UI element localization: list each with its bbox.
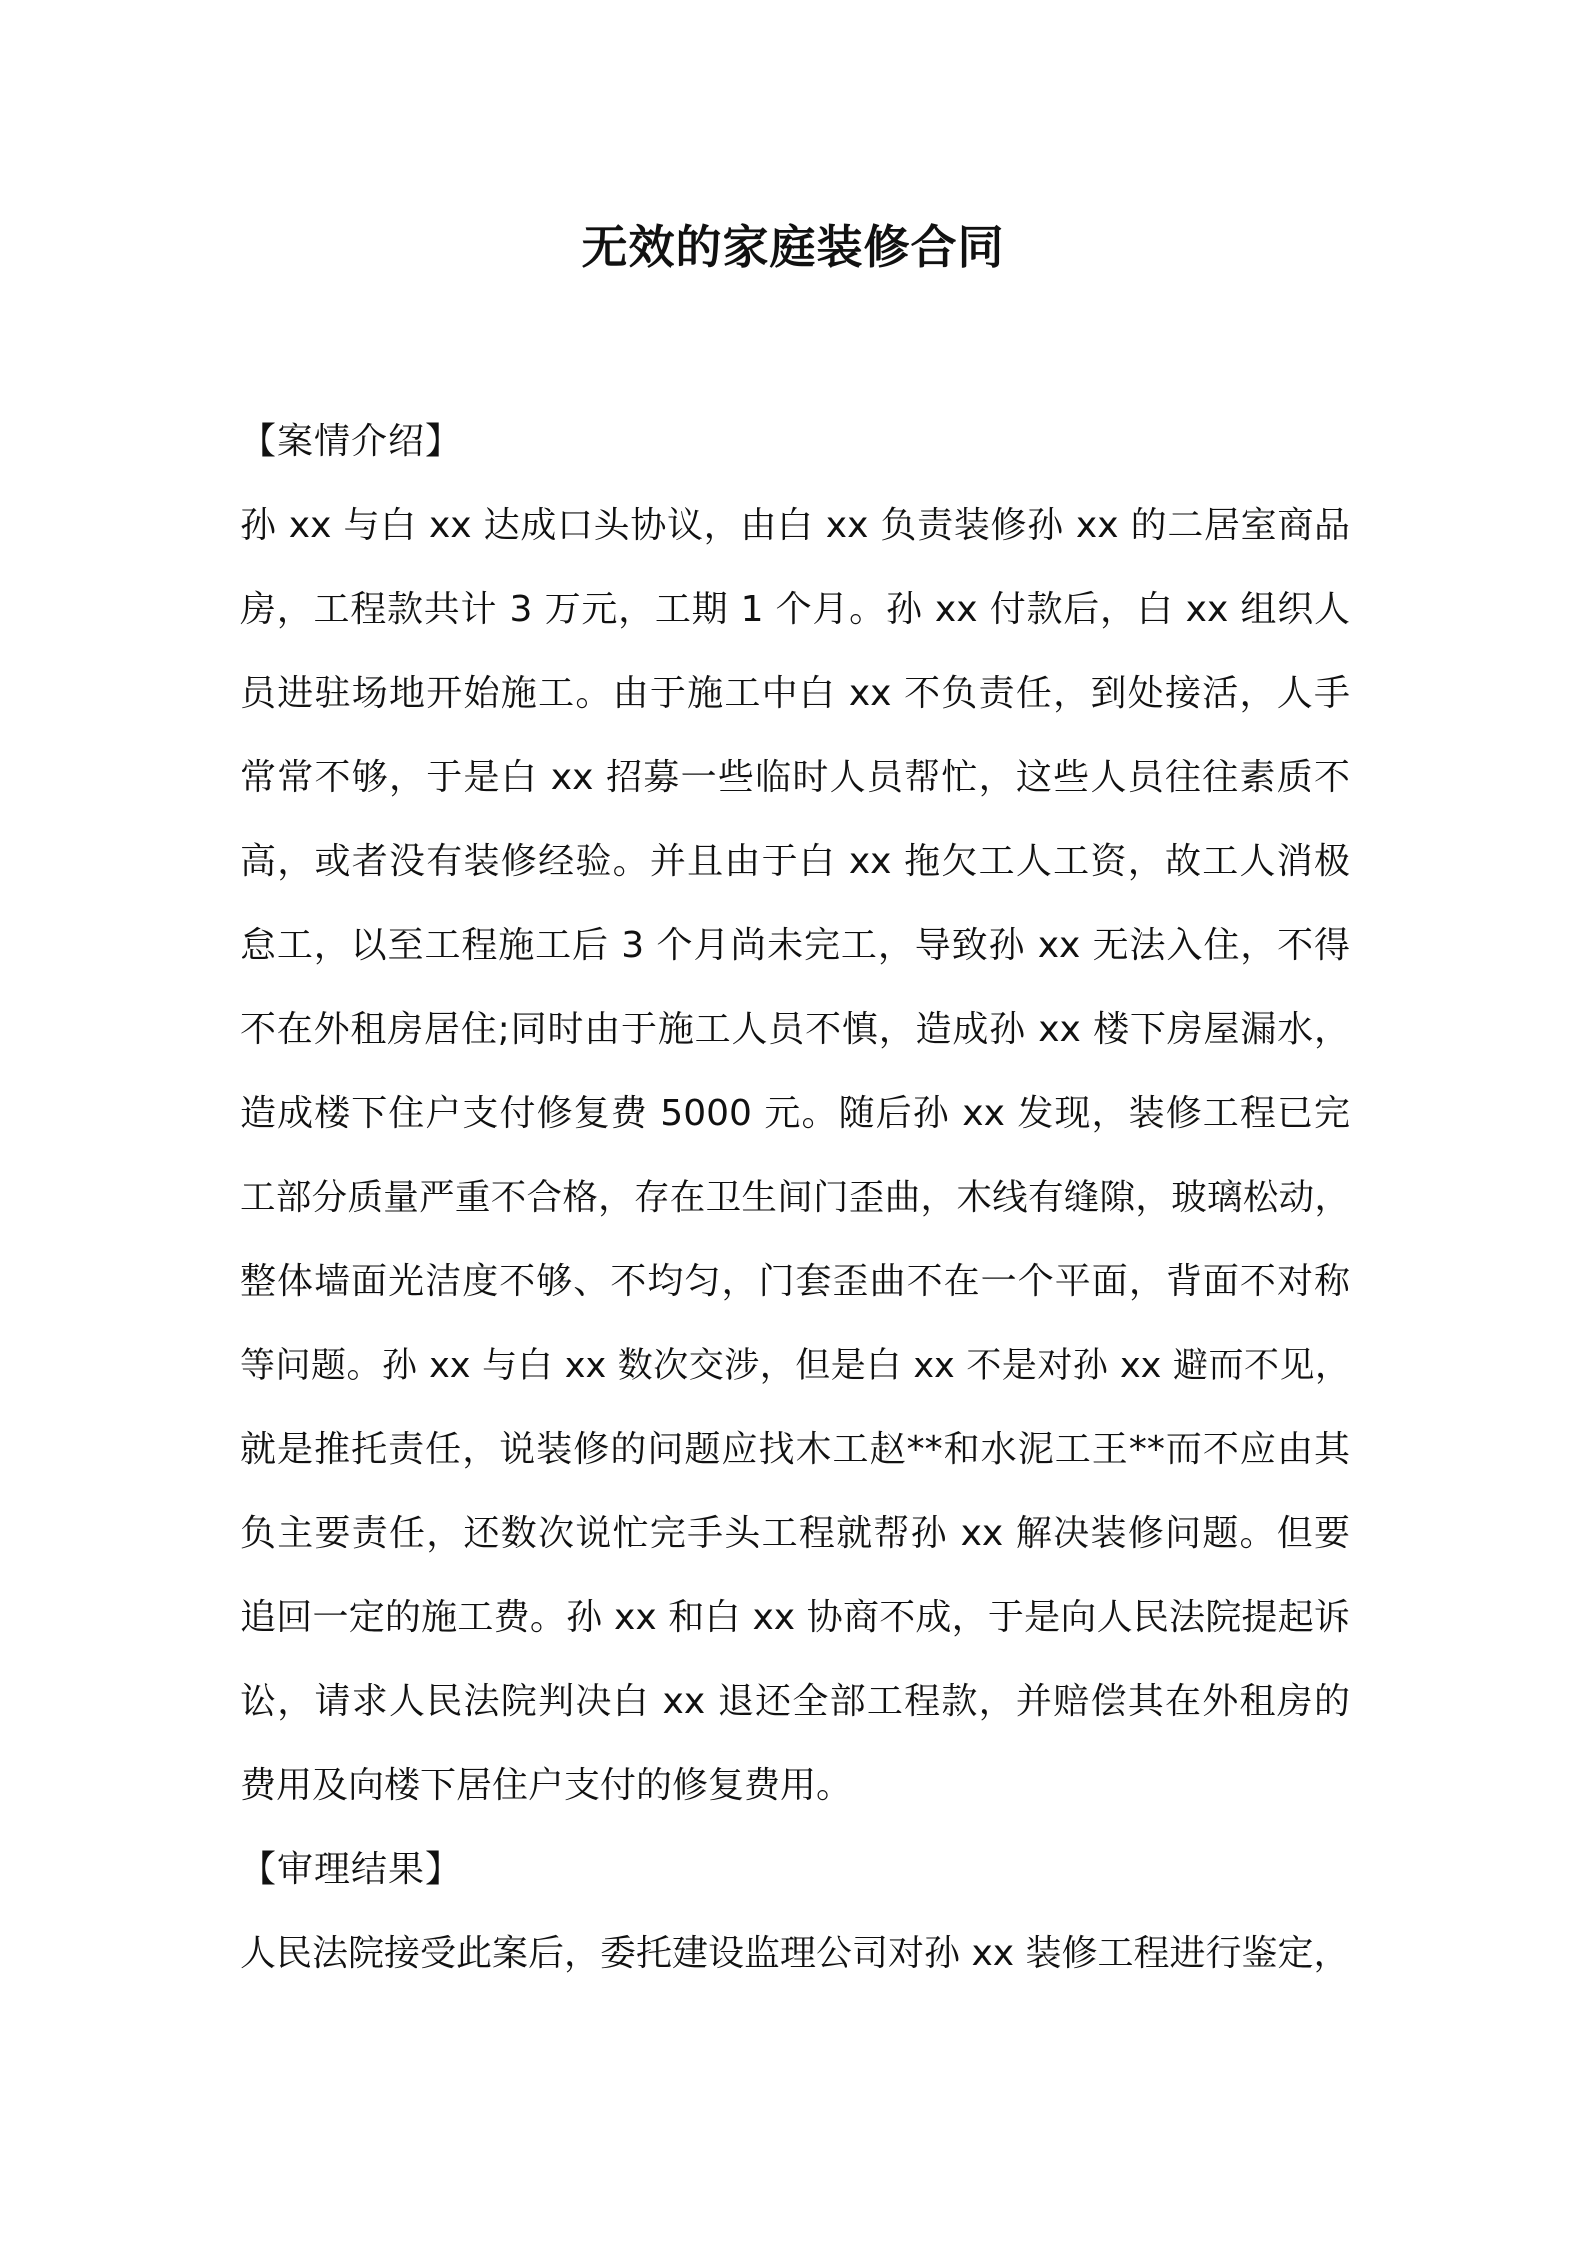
paragraph-line: 就是推托责任，说装修的问题应找木工赵**和水泥工王**而不应由其 — [240, 1429, 1350, 1470]
paragraph-line: 高，或者没有装修经验。并且由于白 xx 拖欠工人工资，故工人消极 — [240, 841, 1350, 882]
document-body — [240, 400, 1350, 1996]
paragraph-line: 怠工，以至工程施工后 3 个月尚未完工，导致孙 xx 无法入住，不得 — [240, 925, 1350, 966]
paragraph-line: 整体墙面光洁度不够、不均匀，门套歪曲不在一个平面，背面不对称 — [240, 1261, 1350, 1302]
paragraph-line: 工部分质量严重不合格，存在卫生间门歪曲，木线有缝隙，玻璃松动， — [240, 1177, 1350, 1218]
paragraph-line: 人民法院接受此案后，委托建设监理公司对孙 xx 装修工程进行鉴定， — [240, 1933, 1350, 1974]
section-heading-trial-result: 【审理结果】 — [240, 1849, 463, 1890]
section-heading-case-intro: 【案情介绍】 — [240, 421, 463, 462]
paragraph-line: 追回一定的施工费。孙 xx 和白 xx 协商不成，于是向人民法院提起诉 — [240, 1597, 1350, 1638]
paragraph-line: 孙 xx 与白 xx 达成口头协议，由白 xx 负责装修孙 xx 的二居室商品 — [240, 505, 1350, 546]
paragraph-line: 不在外租房居住;同时由于施工人员不慎，造成孙 xx 楼下房屋漏水， — [240, 1009, 1350, 1050]
paragraph-line: 等问题。孙 xx 与白 xx 数次交涉，但是白 xx 不是对孙 xx 避而不见， — [240, 1346, 1350, 1386]
paragraph-line: 造成楼下住户支付修复费 5000 元。随后孙 xx 发现，装修工程已完 — [240, 1093, 1350, 1134]
paragraph-line: 常常不够，于是白 xx 招募一些临时人员帮忙，这些人员往往素质不 — [240, 757, 1350, 798]
document-title: 无效的家庭装修合同 — [581, 220, 1005, 274]
paragraph-line: 讼，请求人民法院判决白 xx 退还全部工程款，并赔偿其在外租房的 — [240, 1681, 1350, 1722]
paragraph-line: 负主要责任，还数次说忙完手头工程就帮孙 xx 解决装修问题。但要 — [240, 1513, 1350, 1554]
paragraph-line: 房，工程款共计 3 万元，工期 1 个月。孙 xx 付款后，白 xx 组织人 — [240, 589, 1350, 630]
paragraph-line: 费用及向楼下居住户支付的修复费用。 — [240, 1765, 853, 1806]
paragraph-line: 员进驻场地开始施工。由于施工中白 xx 不负责任，到处接活，人手 — [240, 673, 1350, 714]
